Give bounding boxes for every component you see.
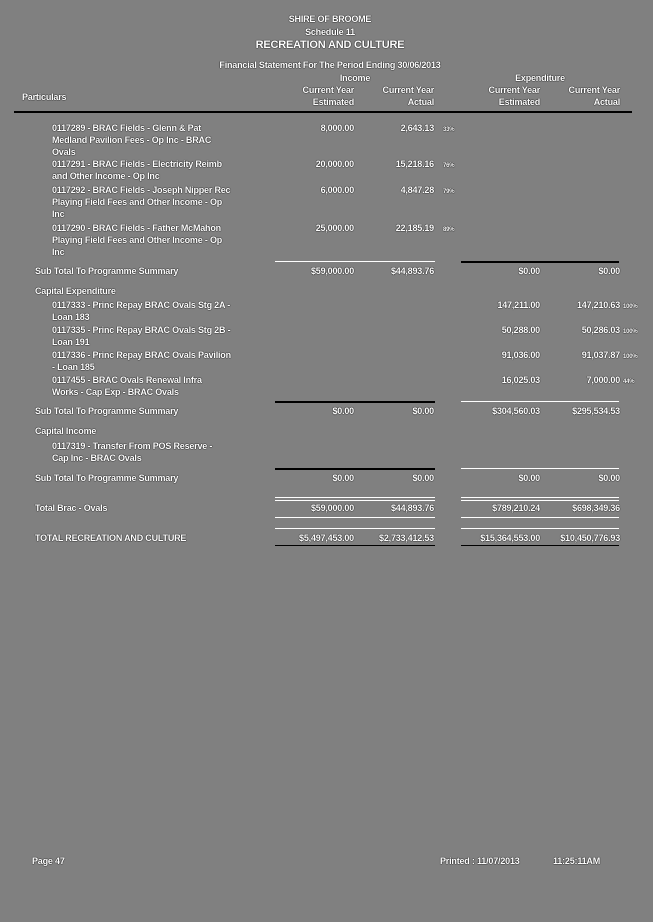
subtotal-inc-est: $0.00: [332, 406, 354, 416]
exp-act-value: 7,000.00: [586, 375, 620, 385]
inc-act-value: 4,847.28: [400, 185, 434, 195]
section-title: RECREATION AND CULTURE: [255, 39, 405, 51]
inc-est-value: 6,000.00: [320, 185, 354, 195]
subtotal-label: Sub Total To Programme Summary: [35, 406, 179, 416]
inc-est-value: 8,000.00: [320, 123, 354, 133]
subtotal-rule-income: [275, 261, 435, 262]
exp-act-header-2: Actual: [593, 97, 620, 107]
total-brac-inc-act: $44,893.76: [390, 503, 434, 513]
subtotal-exp-est: $0.00: [518, 266, 540, 276]
income-group-header: Income: [339, 73, 371, 83]
exp-est-header-1: Current Year: [488, 85, 540, 95]
particulars-header: Particulars: [22, 92, 67, 102]
row-0117336-line1: 0117336 - Princ Repay BRAC Ovals Pavilion: [52, 350, 231, 360]
pct-value: 44%: [623, 379, 635, 385]
exp-est-header-2: Estimated: [498, 97, 540, 107]
grand-total-label: TOTAL RECREATION AND CULTURE: [35, 533, 187, 543]
total-rule-top: [461, 500, 619, 501]
row-0117291-line2: and Other Income - Op Inc: [52, 171, 160, 181]
subtotal-rule-exp: [461, 261, 619, 263]
exp-act-value: 50,286.03: [581, 325, 620, 335]
subtotal-inc-act: $0.00: [412, 473, 434, 483]
inc-act-value: 2,643.13: [400, 123, 434, 133]
grand-total-exp-est: $15,364,553.00: [480, 533, 540, 543]
row-0117335-line1: 0117335 - Princ Repay BRAC Ovals Stg 2B -: [52, 325, 231, 335]
pct-value: 33%: [443, 127, 455, 133]
subtotal-exp-est: $304,560.03: [492, 406, 540, 416]
exp-act-header-1: Current Year: [568, 85, 620, 95]
grand-total-exp-act: $10,450,776.93: [560, 533, 620, 543]
row-0117289-line1: 0117289 - BRAC Fields - Glenn & Pat: [52, 123, 202, 133]
header-rule: [14, 111, 632, 113]
total-brac-exp-est: $789,210.24: [492, 503, 540, 513]
grand-total-inc-act: $2,733,412.53: [379, 533, 434, 543]
subtotal-inc-est: $0.00: [332, 473, 354, 483]
total-rule-top: [275, 500, 435, 501]
subtotal-inc-act: $44,893.76: [390, 266, 434, 276]
total-brac-inc-est: $59,000.00: [310, 503, 354, 513]
grand-total-rule-top: [275, 528, 435, 529]
inc-est-value: 20,000.00: [315, 159, 354, 169]
subtotal-exp-act: $295,534.53: [572, 406, 620, 416]
subtotal-exp-act: $0.00: [598, 473, 620, 483]
subtotal-rule-exp: [461, 468, 619, 469]
subtotal-inc-est: $59,000.00: [310, 266, 354, 276]
row-0117290-line2: Playing Field Fees and Other Income - Op: [52, 235, 223, 245]
row-0117289-line3: Ovals: [52, 147, 76, 157]
exp-est-value: 147,211.00: [497, 300, 540, 310]
inc-est-header-2: Estimated: [312, 97, 354, 107]
exp-est-value: 50,288.00: [501, 325, 540, 335]
grand-total-rule-top: [461, 528, 619, 529]
schedule-label: Schedule 11: [305, 27, 355, 37]
total-rule-top: [461, 497, 619, 498]
row-0117290-line1: 0117290 - BRAC Fields - Father McMahon: [52, 223, 221, 233]
pct-value: 100%: [623, 354, 638, 360]
row-0117455-line2: Works - Cap Exp - BRAC Ovals: [52, 387, 179, 397]
capital-expenditure-heading: Capital Expenditure: [35, 286, 116, 296]
inc-est-value: 25,000.00: [315, 223, 354, 233]
row-0117319-line2: Cap Inc - BRAC Ovals: [52, 453, 142, 463]
grand-total-inc-est: $5,497,453.00: [299, 533, 354, 543]
exp-est-value: 16,025.03: [501, 375, 540, 385]
exp-act-value: 147,210.63: [576, 300, 620, 310]
total-rule-bottom: [461, 517, 619, 518]
printed-time: 11:25:11AM: [553, 856, 601, 866]
statement-title: Financial Statement For The Period Ending 30/06/2013: [219, 60, 441, 70]
row-0117333-line1: 0117333 - Princ Repay BRAC Ovals Stg 2A -: [52, 300, 231, 310]
inc-act-value: 15,218.16: [395, 159, 434, 169]
row-0117336-line2: - Loan 185: [52, 362, 95, 372]
row-0117319-line1: 0117319 - Transfer From POS Reserve -: [52, 441, 213, 451]
row-0117290-line3: Inc: [52, 247, 65, 257]
subtotal-exp-est: $0.00: [518, 473, 540, 483]
row-0117292-line3: Inc: [52, 209, 65, 219]
grand-total-rule-bottom: [461, 545, 619, 546]
total-rule-bottom: [275, 517, 435, 518]
subtotal-rule-income: [275, 468, 435, 470]
pct-value: 89%: [443, 227, 455, 233]
row-0117455-line1: 0117455 - BRAC Ovals Renewal Infra: [52, 375, 202, 385]
subtotal-label: Sub Total To Programme Summary: [35, 473, 179, 483]
printed-date: Printed : 11/07/2013: [440, 856, 520, 866]
subtotal-inc-act: $0.00: [412, 406, 434, 416]
subtotal-rule-income: [275, 401, 435, 403]
inc-act-header-1: Current Year: [382, 85, 434, 95]
row-0117292-line2: Playing Field Fees and Other Income - Op: [52, 197, 223, 207]
inc-est-header-1: Current Year: [302, 85, 354, 95]
pct-value: 100%: [623, 304, 638, 310]
page-number: Page 47: [32, 856, 65, 866]
pct-value: 100%: [623, 329, 638, 335]
subtotal-label: Sub Total To Programme Summary: [35, 266, 179, 276]
row-0117292-line1: 0117292 - BRAC Fields - Joseph Nipper Rec: [52, 185, 231, 195]
row-0117333-line2: Loan 183: [52, 312, 90, 322]
pct-value: 79%: [443, 189, 455, 195]
row-0117291-line1: 0117291 - BRAC Fields - Electricity Reimb: [52, 159, 222, 169]
pct-value: 76%: [443, 163, 455, 169]
row-0117335-line2: Loan 191: [52, 337, 90, 347]
expenditure-group-header: Expenditure: [515, 73, 565, 83]
subtotal-exp-act: $0.00: [598, 266, 620, 276]
total-brac-label: Total Brac - Ovals: [35, 503, 108, 513]
org-name: SHIRE OF BROOME: [288, 14, 372, 24]
inc-act-header-2: Actual: [407, 97, 434, 107]
subtotal-rule-exp: [461, 401, 619, 402]
total-brac-exp-act: $698,349.36: [572, 503, 620, 513]
grand-total-rule-bottom: [275, 545, 435, 546]
inc-act-value: 22,185.19: [395, 223, 434, 233]
exp-est-value: 91,036.00: [501, 350, 540, 360]
total-rule-top: [275, 497, 435, 498]
row-0117289-line2: Medland Pavilion Fees - Op Inc - BRAC: [52, 135, 212, 145]
exp-act-value: 91,037.87: [581, 350, 620, 360]
capital-income-heading: Capital Income: [35, 426, 97, 436]
